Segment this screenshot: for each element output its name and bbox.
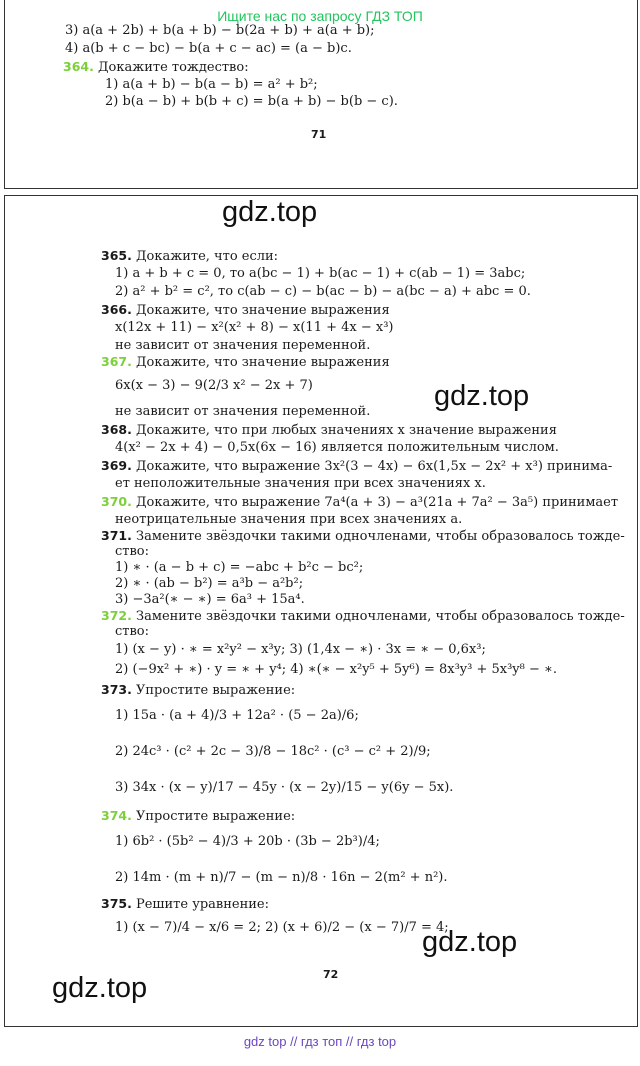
text-line: ет неположительные значения при всех значениях x. xyxy=(115,476,486,491)
text-line: 1) a(a + b) − b(a − b) = a² + b²; xyxy=(105,77,318,92)
page-72 xyxy=(4,195,638,1027)
exercise-366: 366. Докажите, что значение выражения xyxy=(101,302,390,318)
watermark: gdz.top xyxy=(422,926,518,958)
watermark: gdz.top xyxy=(434,380,530,412)
text-line: 1) ∗ · (a − b + c) = −abc + b²c − bc²; xyxy=(115,560,364,575)
text-line: 1) 15a · (a + 4)/3 + 12a² · (5 − 2a)/6; xyxy=(115,708,359,723)
text-line: 6x(x − 3) − 9(2/3 x² − 2x + 7) xyxy=(115,378,313,393)
text-line: неотрицательные значения при всех значениях a. xyxy=(115,512,463,527)
text-line: не зависит от значения переменной. xyxy=(115,404,371,419)
text-line: 3) 34x · (x − y)/17 − 45y · (x − 2y)/15 − y(6y − 5x). xyxy=(115,780,454,795)
text-line: 4) a(b + c − bc) − b(a + c − ac) = (a − b)c. xyxy=(65,41,352,56)
exercise-364: 364. Докажите тождество: xyxy=(63,59,249,75)
exercise-365: 365. Докажите, что если: xyxy=(101,248,279,264)
page-number: 71 xyxy=(311,128,327,141)
page-number: 72 xyxy=(323,968,339,981)
watermark: gdz.top xyxy=(52,972,148,1004)
text-line: 1) (x − 7)/4 − x/6 = 2; 2) (x + 6)/2 − (x − 7)/7 = 4; xyxy=(115,920,449,935)
text-line: ство: xyxy=(115,544,149,559)
exercise-374: 374. Упростите выражение: xyxy=(101,808,296,824)
text-line: 2) b(a − b) + b(b + c) = b(a + b) − b(b − c). xyxy=(105,94,398,109)
text-line: 3) −3a²(∗ − ∗) = 6a³ + 15a⁴. xyxy=(115,592,305,607)
text-line: не зависит от значения переменной. xyxy=(115,338,371,353)
exercise-367: 367. Докажите, что значение выражения xyxy=(101,354,390,370)
text-line: 4(x² − 2x + 4) − 0,5x(6x − 16) является положительным числом. xyxy=(115,440,559,455)
text-line: 2) ∗ · (ab − b²) = a³b − a²b²; xyxy=(115,576,304,591)
text-line: 2) a² + b² = c², то c(ab − c) − b(ac − b) − a(bc − a) + abc = 0. xyxy=(115,284,531,299)
footer-links[interactable]: gdz top // гдз топ // гдз top xyxy=(243,1034,397,1049)
exercise-373: 373. Упростите выражение: xyxy=(101,682,296,698)
page-71 xyxy=(4,0,638,189)
exercise-371: 371. Замените звёздочки такими одночленами, чтобы образовалось тожде- xyxy=(101,528,625,544)
text-line: x(12x + 11) − x²(x² + 8) − x(11 + 4x − x³) xyxy=(115,320,394,335)
exercise-372: 372. Замените звёздочки такими одночленами, чтобы образовалось тожде- xyxy=(101,608,625,624)
text-line: 2) 14m · (m + n)/7 − (m − n)/8 · 16n − 2(m² + n²). xyxy=(115,870,448,885)
exercise-368: 368. Докажите, что при любых значениях x значение выражения xyxy=(101,422,557,438)
exercise-370: 370. Докажите, что выражение 7a⁴(a + 3) − a³(21a + 7a² − 3a⁵) принимает xyxy=(101,494,619,510)
watermark: gdz.top xyxy=(222,196,318,228)
exercise-369: 369. Докажите, что выражение 3x²(3 − 4x) − 6x(1,5x − 2x² + x³) принима- xyxy=(101,458,613,474)
exercise-375: 375. Решите уравнение: xyxy=(101,896,269,912)
text-line: 1) a + b + c = 0, то a(bc − 1) + b(ac − 1) + c(ab − 1) = 3abc; xyxy=(115,266,526,281)
text-line: 3) a(a + 2b) + b(a + b) − b(2a + b) + a(a + b); xyxy=(65,23,375,38)
top-banner[interactable]: Ищите нас по запросу ГДЗ ТОП xyxy=(217,8,423,24)
text-line: 2) (−9x² + ∗) · y = ∗ + y⁴; 4) ∗(∗ − x²y⁵ + 5y⁶) = 8x³y³ + 5x³y⁸ − ∗. xyxy=(115,662,557,677)
text-line: 1) 6b² · (5b² − 4)/3 + 20b · (3b − 2b³)/4; xyxy=(115,834,380,849)
text-line: ство: xyxy=(115,624,149,639)
text-line: 2) 24c³ · (c² + 2c − 3)/8 − 18c² · (c³ − c² + 2)/9; xyxy=(115,744,431,759)
text-line: 1) (x − y) · ∗ = x²y² − x³y; 3) (1,4x − ∗) · 3x = ∗ − 0,6x³; xyxy=(115,642,486,657)
